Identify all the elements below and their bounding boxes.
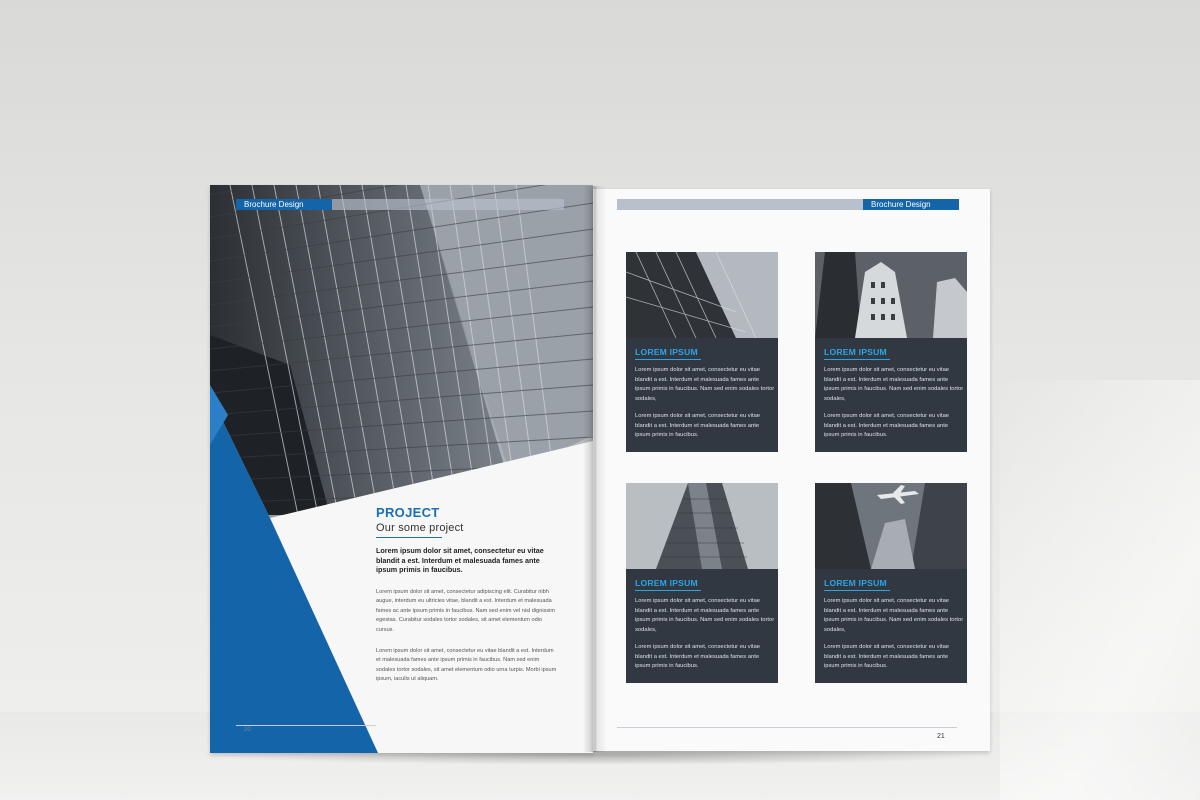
card-text: Lorem ipsum dolor sit amet, consectetur eu vitae blandit a est. Interdum et malesuada fames ante ipsum primis in faucibus. Nam sed enim sodales tortor sodales,: [635, 598, 775, 634]
section-subtitle: Our some project: [376, 522, 464, 534]
card-rule: [824, 590, 890, 591]
header-label: Brochure Design: [863, 199, 959, 210]
left-page: [210, 185, 593, 753]
building-photo: [815, 483, 967, 569]
building-photo: [626, 483, 778, 569]
footer-rule: [236, 725, 376, 726]
card-rule: [635, 590, 701, 591]
right-page: [593, 189, 990, 751]
card-title: LOREM IPSUM: [635, 347, 698, 357]
building-photo: [626, 252, 778, 338]
project-card: [626, 252, 778, 452]
body-paragraph-1: Lorem ipsum dolor sit amet, consectetur adipiscing elit. Curabitur nibh augue, interdum eu ultricies vitae, blandit a est. Interdum et malesuada fames ac ante ipsum primis in faucibus. Nam sed enim vel nisl dignissim egestas. Curabitur sodales tortor sodales, sit amet elementum odio cursus.: [376, 589, 556, 633]
card-text: Lorem ipsum dolor sit amet, consectetur eu vitae blandit a est. Interdum et malesuada fames ante ipsum primis in faucibus.: [824, 413, 950, 439]
project-card: [626, 483, 778, 683]
header-bar: [617, 199, 863, 210]
header-label: Brochure Design: [236, 199, 332, 210]
card-rule: [635, 359, 701, 360]
project-card: [815, 483, 967, 683]
card-rule: [824, 359, 890, 360]
book-spine-shadow: [583, 186, 607, 752]
page-number: 21: [937, 733, 945, 740]
body-paragraph-2: Lorem ipsum dolor sit amet, consectetur eu vitae blandit a est. Interdum et malesuada fames ante ipsum primis in faucibus. Nam sed enim sodales tortor sodales, sit amet elementum odio urna turpis. Morbi ipsum ipsum, iaculis ut aliquam.: [376, 648, 557, 683]
card-text: Lorem ipsum dolor sit amet, consectetur eu vitae blandit a est. Interdum et malesuada fames ante ipsum primis in faucibus.: [635, 644, 761, 670]
card-text: Lorem ipsum dolor sit amet, consectetur eu vitae blandit a est. Interdum et malesuada fames ante ipsum primis in faucibus. Nam sed enim sodales tortor sodales,: [824, 598, 964, 634]
card-text: Lorem ipsum dolor sit amet, consectetur eu vitae blandit a est. Interdum et malesuada fames ante ipsum primis in faucibus.: [635, 413, 761, 439]
title-rule: [376, 537, 442, 538]
card-title: LOREM IPSUM: [635, 578, 698, 588]
card-title: LOREM IPSUM: [824, 347, 887, 357]
card-text: Lorem ipsum dolor sit amet, consectetur eu vitae blandit a est. Interdum et malesuada fames ante ipsum primis in faucibus.: [824, 644, 950, 670]
header-bar: [332, 199, 564, 210]
building-photo: [815, 252, 967, 338]
card-title: LOREM IPSUM: [824, 578, 887, 588]
footer-rule: [617, 727, 957, 728]
page-number: 20: [244, 727, 251, 733]
card-text: Lorem ipsum dolor sit amet, consectetur eu vitae blandit a est. Interdum et malesuada fames ante ipsum primis in faucibus. Nam sed enim sodales tortor sodales,: [635, 367, 775, 403]
card-text: Lorem ipsum dolor sit amet, consectetur eu vitae blandit a est. Interdum et malesuada fames ante ipsum primis in faucibus. Nam sed enim sodales tortor sodales,: [824, 367, 964, 403]
project-card: [815, 252, 967, 452]
section-title: PROJECT: [376, 505, 440, 520]
lead-paragraph: Lorem ipsum dolor sit amet, consectetur eu vitae blandit a est. Interdum et malesuada fames ante ipsum primis in faucibus.: [376, 546, 544, 575]
window-light: [1000, 380, 1200, 800]
